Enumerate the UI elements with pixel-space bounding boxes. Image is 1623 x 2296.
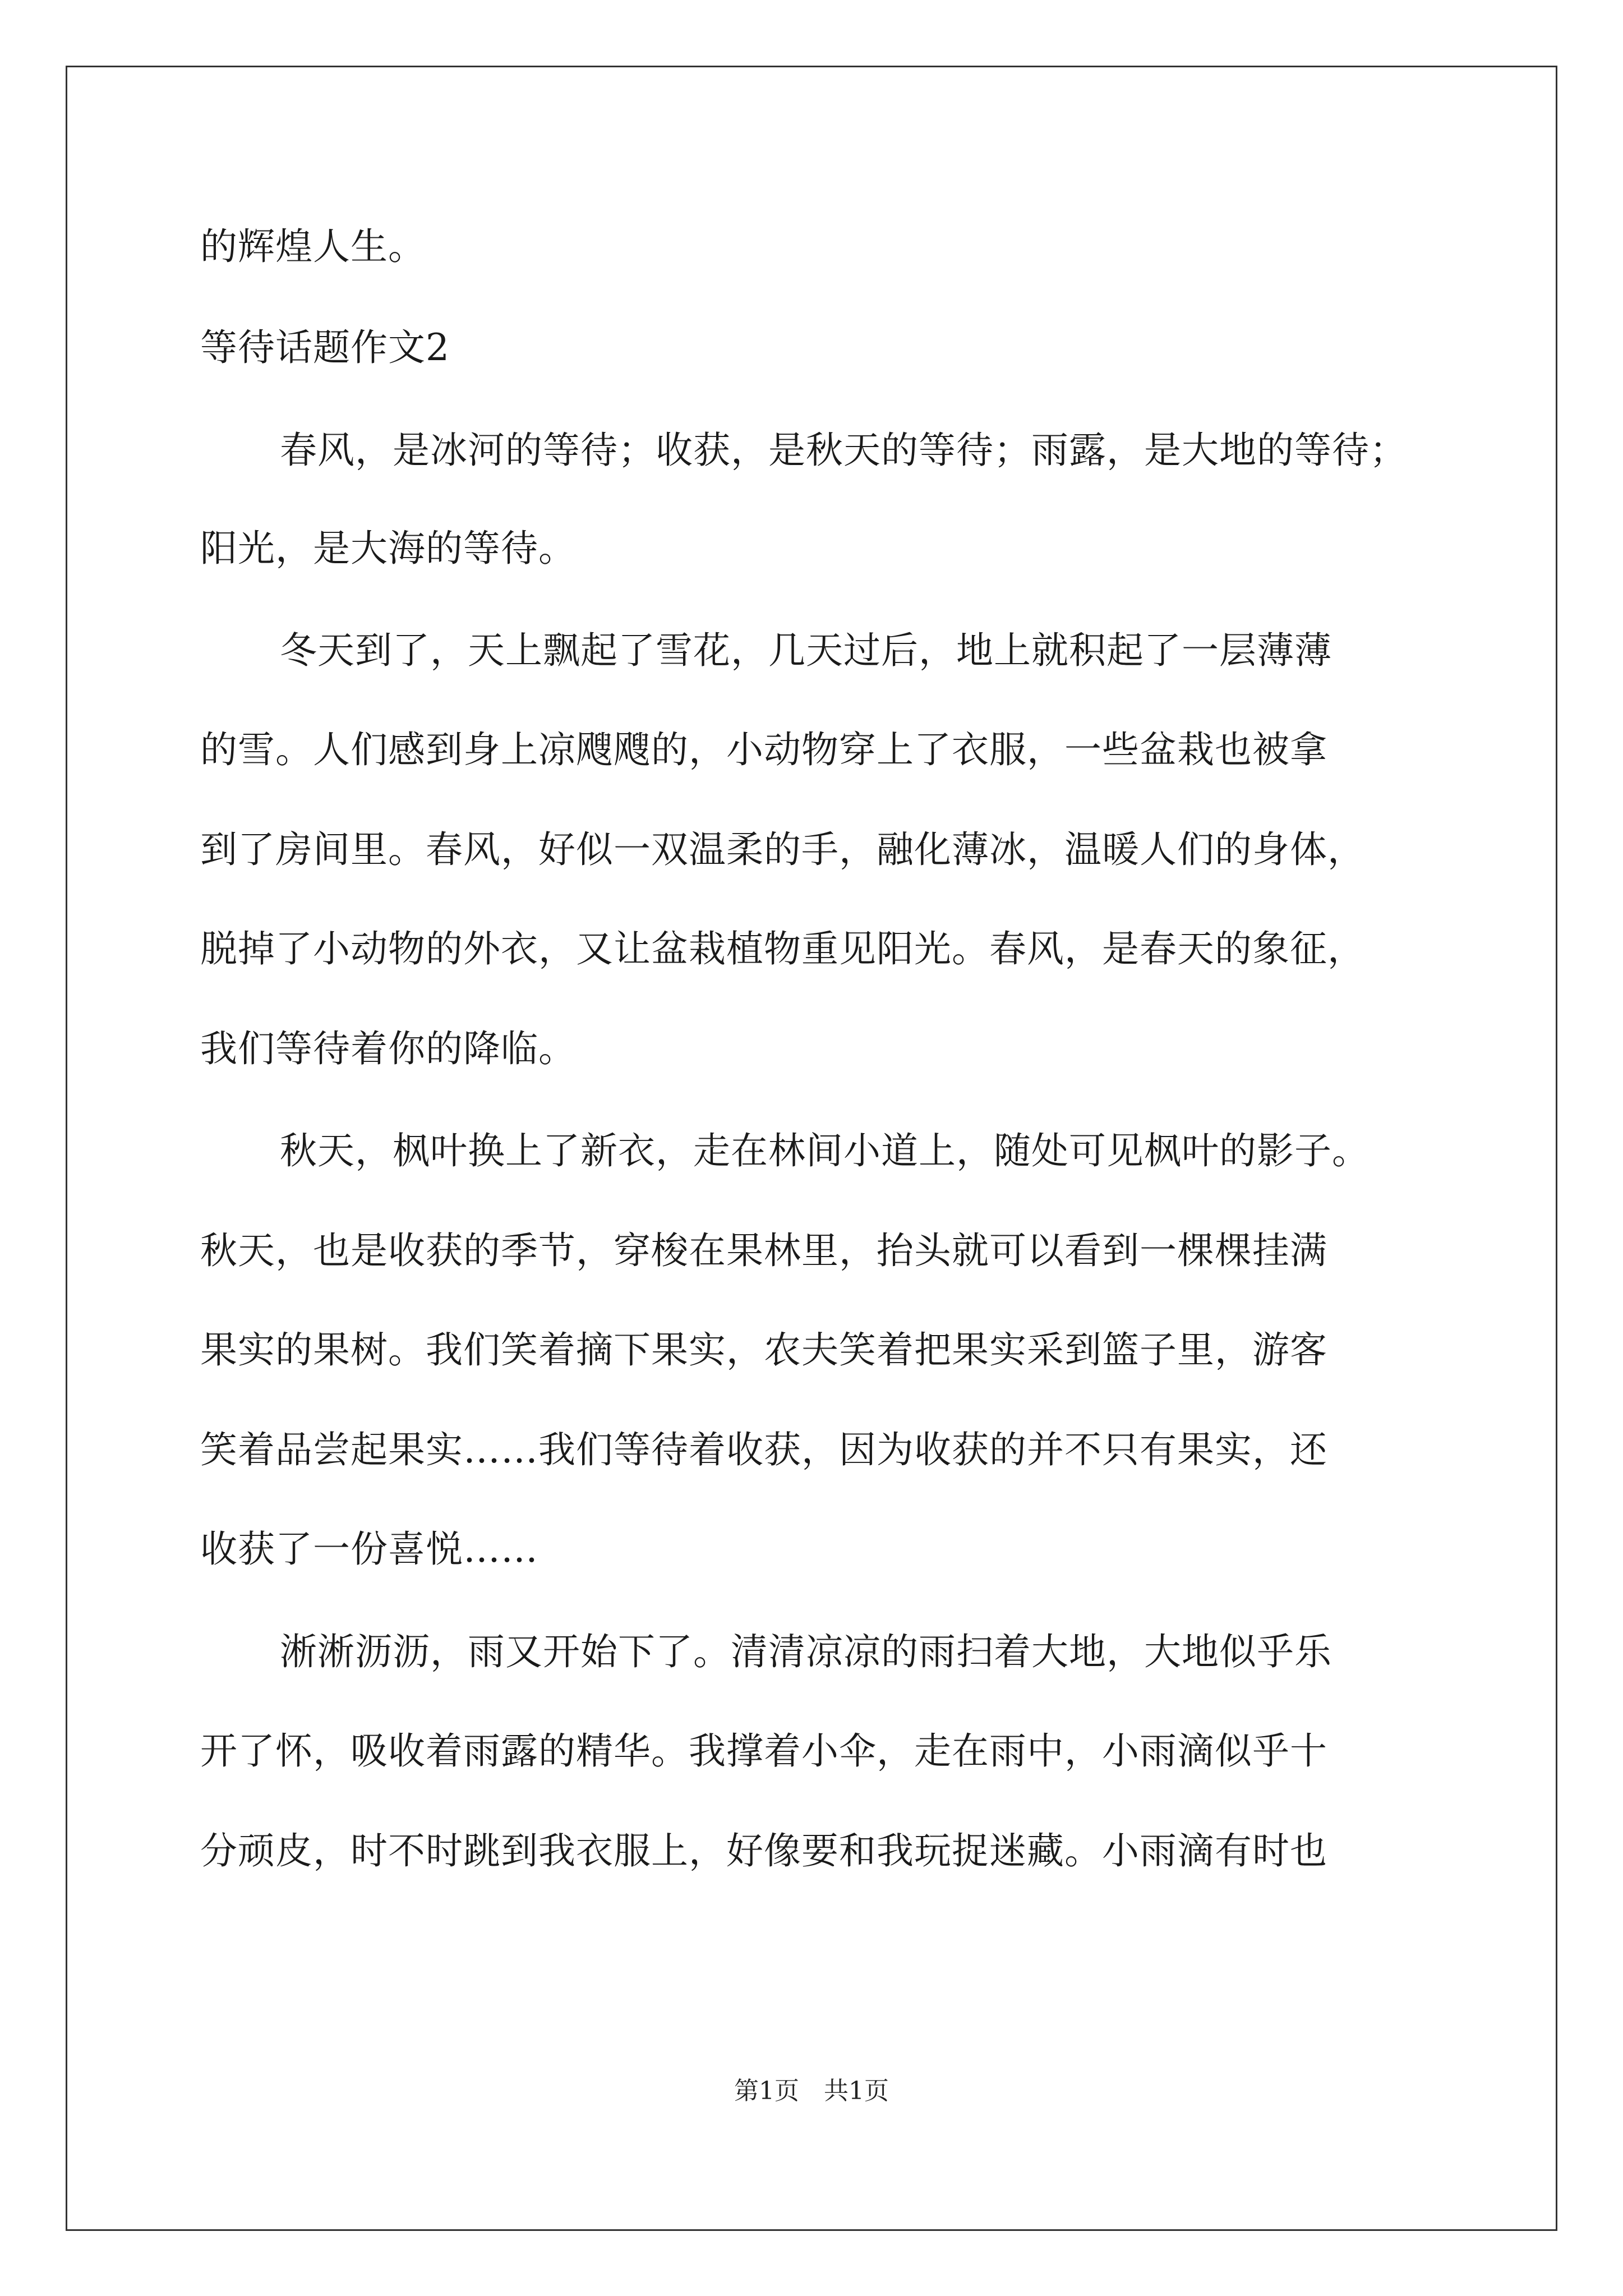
paragraph-4-line-2: 开了怀，吸收着雨露的精华。我撑着小伞，走在雨中，小雨滴似乎十	[200, 1729, 1327, 1773]
paragraph-2-line-5: 我们等待着你的降临。	[200, 1027, 576, 1070]
paragraph-2-line-3: 到了房间里。春风，好似一双温柔的手，融化薄冰，温暖人们的身体，	[200, 828, 1365, 871]
paragraph-3-line-4: 笑着品尝起果实……我们等待着收获，因为收获的并不只有果实，还	[200, 1428, 1327, 1471]
paragraph-2-line-1: 冬天到了，天上飘起了雪花，几天过后，地上就积起了一层薄薄	[280, 629, 1332, 672]
paragraph-3-line-5: 收获了一份喜悦……	[200, 1527, 538, 1571]
paragraph-3-line-1: 秋天，枫叶换上了新衣，走在林间小道上，随处可见枫叶的影子。	[280, 1129, 1370, 1172]
page-number-footer: 第1页 共1页	[734, 2077, 889, 2105]
paragraph-2-line-2: 的雪。人们感到身上凉飕飕的，小动物穿上了衣服，一些盆栽也被拿	[200, 728, 1327, 771]
section-heading: 等待话题作文2	[200, 326, 450, 369]
paragraph-4-line-3: 分顽皮，时不时跳到我衣服上，好像要和我玩捉迷藏。小雨滴有时也	[200, 1829, 1327, 1872]
paragraph-2-line-4: 脱掉了小动物的外衣，又让盆栽植物重见阳光。春风，是春天的象征，	[200, 927, 1365, 970]
text-line-1: 的辉煌人生。	[200, 225, 426, 268]
paragraph-4-line-1: 淅淅沥沥，雨又开始下了。清清凉凉的雨扫着大地，大地似乎乐	[280, 1630, 1332, 1673]
paragraph-3-line-2: 秋天，也是收获的季节，穿梭在果林里，抬头就可以看到一棵棵挂满	[200, 1229, 1327, 1272]
paragraph-3-line-3: 果实的果树。我们笑着摘下果实，农夫笑着把果实采到篮子里，游客	[200, 1328, 1327, 1372]
paragraph-1-line-1: 春风，是冰河的等待；收获，是秋天的等待；雨露，是大地的等待；	[280, 429, 1407, 472]
paragraph-1-line-2: 阳光，是大海的等待。	[200, 527, 576, 570]
